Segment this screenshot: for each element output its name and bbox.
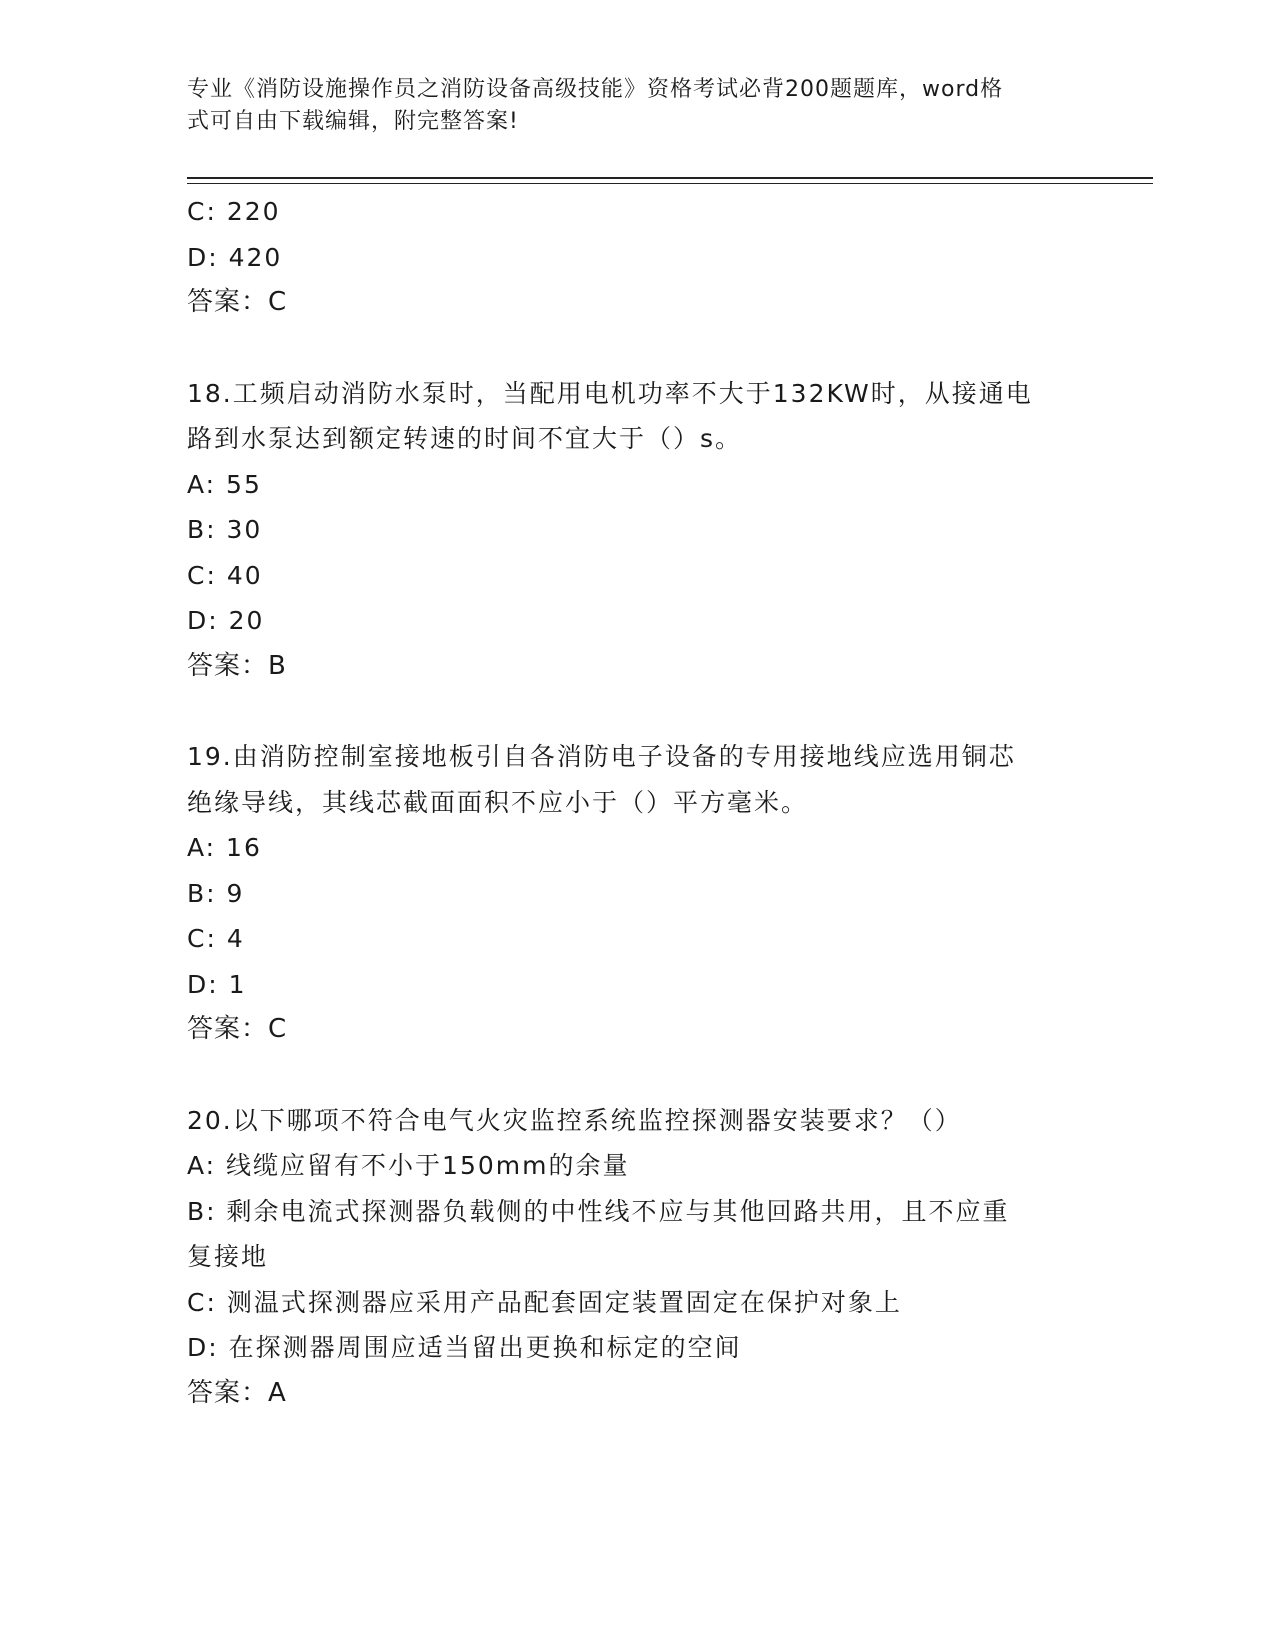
option-b-line-2: 复接地 — [187, 1242, 269, 1271]
option-c: C: 220 — [187, 197, 281, 226]
question-list — [187, 189, 1087, 1416]
answer-line: 答案：C — [187, 1014, 288, 1044]
answer-line: 答案：B — [187, 650, 287, 681]
option-b: B: 30 — [187, 515, 263, 544]
spacer — [187, 1053, 1087, 1098]
header-line-1: 专业《消防设施操作员之消防设备高级技能》资格考试必背200题题库，word格 — [187, 77, 1004, 102]
question-text-line-1: 20.以下哪项不符合电气火灾监控系统监控探测器安装要求？（） — [187, 1105, 962, 1135]
header-line-2: 式可自由下载编辑，附完整答案! — [187, 109, 519, 134]
question-text-line-1: 18.工频启动消防水泵时，当配用电机功率不大于132KW时，从接通电 — [187, 378, 1033, 408]
answer-line: 答案：A — [187, 1377, 287, 1408]
spacer — [187, 689, 1087, 734]
option-d: D: 在探测器周围应适当留出更换和标定的空间 — [187, 1333, 742, 1362]
document-header — [187, 74, 1067, 138]
option-b-line-1: B: 剩余电流式探测器负载侧的中性线不应与其他回路共用，且不应重 — [187, 1196, 1010, 1226]
question-20 — [187, 1098, 1087, 1417]
option-d: D: 1 — [187, 969, 247, 999]
option-a: A: 55 — [187, 469, 262, 499]
option-c: C: 测温式探测器应采用产品配套固定装置固定在保护对象上 — [187, 1287, 902, 1317]
spacer — [187, 326, 1087, 371]
question-19 — [187, 734, 1087, 1053]
option-c: C: 4 — [187, 924, 245, 953]
header-divider-thin — [187, 183, 1153, 184]
header-divider-thick — [187, 177, 1153, 179]
question-18 — [187, 371, 1087, 690]
option-a: A: 16 — [187, 833, 262, 862]
option-b: B: 9 — [187, 878, 245, 908]
question-text-line-2: 路到水泵达到额定转速的时间不宜大于（）s。 — [187, 424, 743, 453]
option-d: D: 420 — [187, 242, 283, 272]
question-17-continuation — [187, 189, 1087, 326]
question-text-line-2: 绝缘导线，其线芯截面面积不应小于（）平方毫米。 — [187, 787, 809, 817]
answer-line: 答案：C — [187, 287, 288, 317]
option-d: D: 20 — [187, 606, 265, 635]
option-a: A: 线缆应留有不小于150mm的余量 — [187, 1151, 630, 1180]
option-c: C: 40 — [187, 560, 263, 590]
question-text-line-1: 19.由消防控制室接地板引自各消防电子设备的专用接地线应选用铜芯 — [187, 742, 1016, 771]
